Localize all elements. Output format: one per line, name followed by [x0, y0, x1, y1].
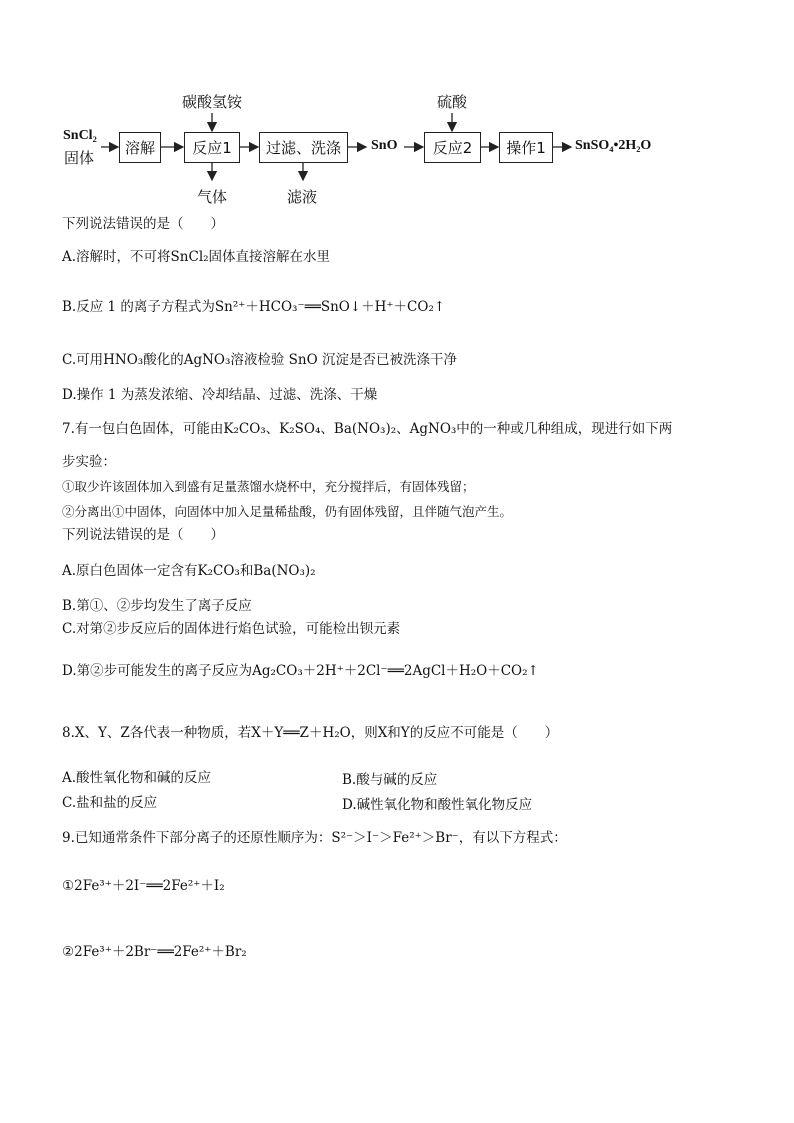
q7-step-2: ②分离出①中固体，向固体中加入足量稀盐酸，仍有固体残留，且伴随气泡产生。: [62, 504, 513, 519]
q6-option-a: A.溶解时，不可将SnCl₂固体直接溶解在水里: [62, 249, 331, 265]
q7-option-d: D.第②步可能发生的离子反应为Ag₂CO₃＋2H⁺＋2Cl⁻══2AgCl＋H₂O＋CO₂↑: [62, 663, 539, 679]
q6-option-b: B.反应 1 的离子方程式为Sn²⁺＋HCO₃⁻══SnO↓＋H⁺＋CO₂↑: [62, 299, 446, 315]
q7-step-1: ①取少许该固体加入到盛有足量蒸馏水烧杯中，充分搅拌后，有固体残留；: [62, 479, 475, 494]
flow-reagent-sulfuric-acid: 硫酸: [437, 93, 468, 111]
flow-input-state: 固体: [64, 149, 95, 167]
flow-output-gas: 气体: [197, 188, 228, 206]
q8-option-c: C.盐和盐的反应: [62, 795, 158, 811]
q7-option-c: C.对第②步反应后的固体进行焰色试验，可能检出钡元素: [62, 621, 401, 637]
q7-stem-line2: 步实验：: [62, 454, 116, 470]
q8-stem: 8.X、Y、Z各代表一种物质，若X＋Y══Z＋H₂O，则X和Y的反应不可能是（ ）: [62, 725, 559, 741]
q8-option-b: B.酸与碱的反应: [342, 772, 438, 788]
q6-stem: 下列说法错误的是（ ）: [62, 216, 224, 232]
flow-step-dissolve: 溶解: [119, 132, 161, 163]
q9-stem: 9.已知通常条件下部分离子的还原性顺序为：S²⁻＞I⁻＞Fe²⁺＞Br⁻，有以下方程式：: [62, 830, 567, 846]
flow-input-formula: SnCl₂: [63, 128, 97, 143]
q6-option-d: D.操作 1 为蒸发浓缩、冷却结晶、过滤、洗涤、干燥: [62, 387, 378, 403]
q7-stem-line1: 7.有一包白色固体，可能由K₂CO₃、K₂SO₄、Ba(NO₃)₂、AgNO₃中的一种或几种组成，现进行如下两: [62, 421, 673, 437]
flow-reagent-ammonium-bicarbonate: 碳酸氢铵: [182, 93, 243, 111]
q7-option-b: B.第①、②步均发生了离子反应: [62, 598, 252, 614]
q8-option-a: A.酸性氧化物和碱的反应: [62, 770, 212, 786]
q7-option-a: A.原白色固体一定含有K₂CO₃和Ba(NO₃)₂: [62, 563, 316, 579]
flow-product: SnSO₄•2H₂O: [575, 138, 652, 153]
process-flow-diagram: [0, 0, 794, 215]
flow-step-filter-wash: 过滤、洗涤: [259, 132, 348, 163]
q7-ask: 下列说法错误的是（ ）: [62, 527, 224, 543]
flow-step-operation1: 操作1: [499, 132, 553, 163]
q8-option-d: D.碱性氧化物和酸性氧化物反应: [342, 797, 533, 813]
flow-step-reaction1: 反应1: [184, 132, 240, 163]
flow-output-filtrate: 滤液: [287, 188, 318, 206]
q6-option-c: C.可用HNO₃酸化的AgNO₃溶液检验 SnO 沉淀是否已被洗涤干净: [62, 352, 457, 368]
flow-step-reaction2: 反应2: [424, 132, 481, 163]
flow-intermediate: SnO: [371, 138, 398, 153]
q9-equation-1: ①2Fe³⁺＋2I⁻══2Fe²⁺＋I₂: [62, 878, 225, 894]
flow-arrows: [0, 0, 794, 215]
q9-equation-2: ②2Fe³⁺＋2Br⁻══2Fe²⁺＋Br₂: [62, 944, 247, 960]
